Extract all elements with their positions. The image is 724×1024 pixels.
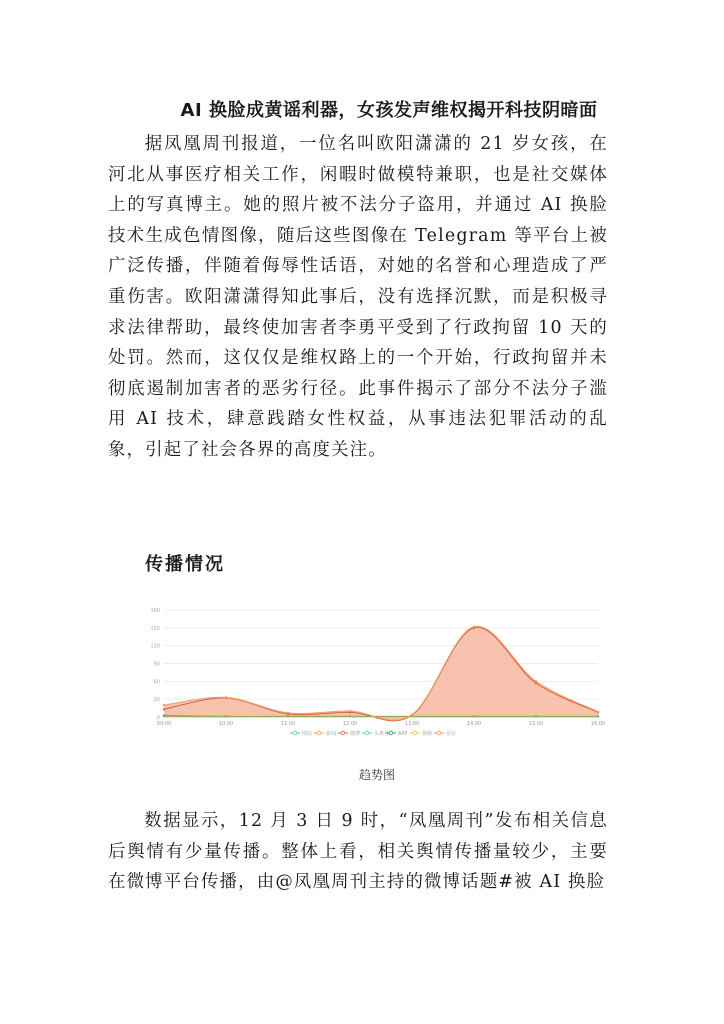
svg-text:0: 0 (156, 715, 160, 721)
svg-text:12:00: 12:00 (342, 721, 358, 727)
section-heading: 传播情况 (145, 554, 225, 575)
svg-text:10:00: 10:00 (218, 721, 234, 727)
svg-text:16:00: 16:00 (590, 721, 606, 727)
svg-text:新闻: 新闻 (326, 731, 337, 737)
trend-chart (140, 600, 610, 740)
svg-text:13:00: 13:00 (404, 721, 420, 727)
trend-chart-svg (140, 600, 610, 740)
svg-text:120: 120 (150, 643, 160, 650)
svg-text:视频: 视频 (422, 731, 433, 737)
svg-text:微博: 微博 (350, 731, 361, 737)
svg-text:14:00: 14:00 (466, 721, 482, 727)
chart-caption: 趋势图 (358, 768, 395, 782)
svg-text:90: 90 (153, 661, 160, 668)
svg-text:60: 60 (153, 679, 160, 686)
svg-text:11:00: 11:00 (280, 721, 296, 727)
svg-text:论坛: 论坛 (446, 731, 457, 737)
paragraph-2-text: 数据显示，12 月 3 日 9 时，“凤凰周刊”发布相关信息后舆情有少量传播。整体上看，相关舆情传播量较少，主要在微博平台传播，由@凤凰周刊主持的微博话题#被 AI 换脸 (108, 811, 608, 893)
paragraph-1-text: 据凤凰周刊报道，一位名叫欧阳潇潇的 21 岁女孩，在河北从事医疗相关工作，闲暇时做模特兼职，也是社交媒体上的写真博主。她的照片被不法分子盗用，并通过 AI 换脸技术生成色情图像，随后这些图像在 Telegram 等平台上被广泛传播，伴随着侮辱性话语，对她的名誉和心理造成了严重伤害。欧阳潇潇得知此事后，没有选择沉默，而是积极寻求法律帮助，最终使加害者李勇平受到了行政拘留 10 天的处罚。然而，这仅仅是维权路上的一个开始，行政拘留并未彻底遏制加害者的恶劣行径。此事件揭示了部分不法分子滥用 AI 技术，肆意践踏女性权益，从事违法犯罪活动的乱象，引起了社会各界的高度关注。 (108, 134, 608, 460)
svg-text:09:00: 09:00 (156, 721, 172, 727)
svg-text:180: 180 (150, 608, 160, 614)
svg-text:15:00: 15:00 (528, 721, 544, 727)
svg-text:APP: APP (398, 731, 408, 737)
svg-text:150: 150 (150, 625, 160, 632)
svg-text:30: 30 (153, 697, 160, 704)
body-paragraph-1 (108, 129, 608, 466)
svg-text:头条号: 头条号 (374, 731, 390, 737)
svg-text:网站: 网站 (302, 731, 313, 737)
document-title: AI 换脸成黄谣利器，女孩发声维权揭开科技阴暗面 (180, 100, 598, 121)
body-paragraph-2 (108, 806, 608, 898)
